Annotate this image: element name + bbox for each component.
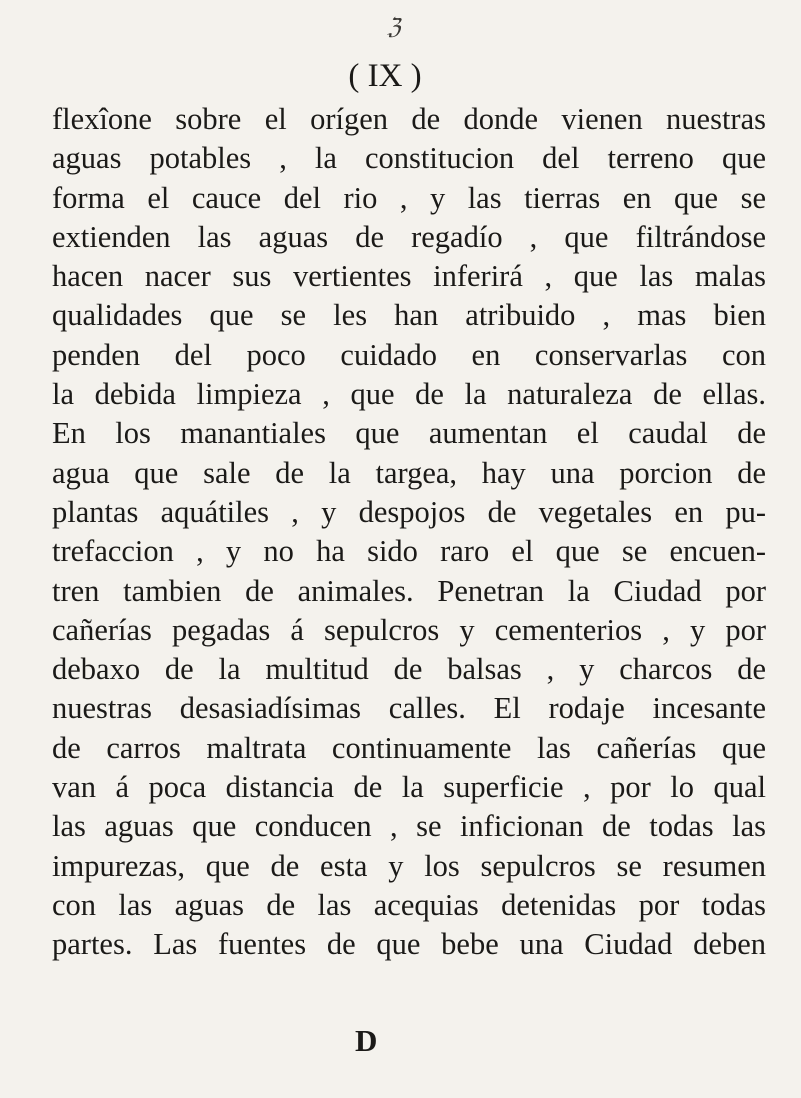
text-line: qualidades que se les han atribuido , mas bien — [52, 298, 766, 333]
text-line: van á poca distancia de la superficie , por lo qual — [52, 770, 766, 805]
text-line: de carros maltrata continuamente las cañerías que — [52, 730, 766, 765]
text-line: En los manantiales que aumentan el caudal de — [52, 416, 766, 451]
text-line: las aguas que conducen , se inficionan de todas las — [52, 809, 766, 844]
text-line: cañerías pegadas á sepulcros y cementerios , y por — [52, 612, 766, 647]
text-line: tren tambien de animales. Penetran la Ciudad por — [52, 573, 766, 608]
text-line: debaxo de la multitud de balsas , y charcos de — [52, 652, 766, 687]
signature-mark: D — [355, 1023, 378, 1058]
text-line: extienden las aguas de regadío , que filtrándose — [52, 219, 766, 254]
text-line: partes. Las fuentes de que bebe una Ciudad deben — [52, 927, 766, 962]
text-line: forma el cauce del rio , y las tierras en que se — [52, 180, 766, 215]
text-line: la debida limpieza , que de la naturaleza de ellas. — [52, 377, 766, 412]
text-line: con las aguas de las acequias detenidas por todas — [52, 887, 766, 922]
text-line: trefaccion , y no ha sido raro el que se encuen- — [52, 534, 766, 569]
text-line: aguas potables , la constitucion del terreno que — [52, 141, 766, 176]
text-line: nuestras desasiadísimas calles. El rodaje incesante — [52, 691, 766, 726]
page-number: ( IX ) — [348, 58, 422, 94]
folio-mark: ℨ — [387, 14, 400, 39]
text-line: impurezas, que de esta y los sepulcros se resumen — [52, 848, 766, 883]
text-line: hacen nacer sus vertientes inferirá , que las malas — [52, 259, 766, 294]
text-line: agua que sale de la targea, hay una porcion de — [52, 455, 766, 490]
text-line: penden del poco cuidado en conservarlas con — [52, 337, 766, 372]
text-line: plantas aquátiles , y despojos de vegetales en pu- — [52, 494, 766, 529]
text-line: flexîone sobre el orígen de donde vienen nuestras — [52, 102, 766, 136]
body-text — [52, 100, 766, 965]
